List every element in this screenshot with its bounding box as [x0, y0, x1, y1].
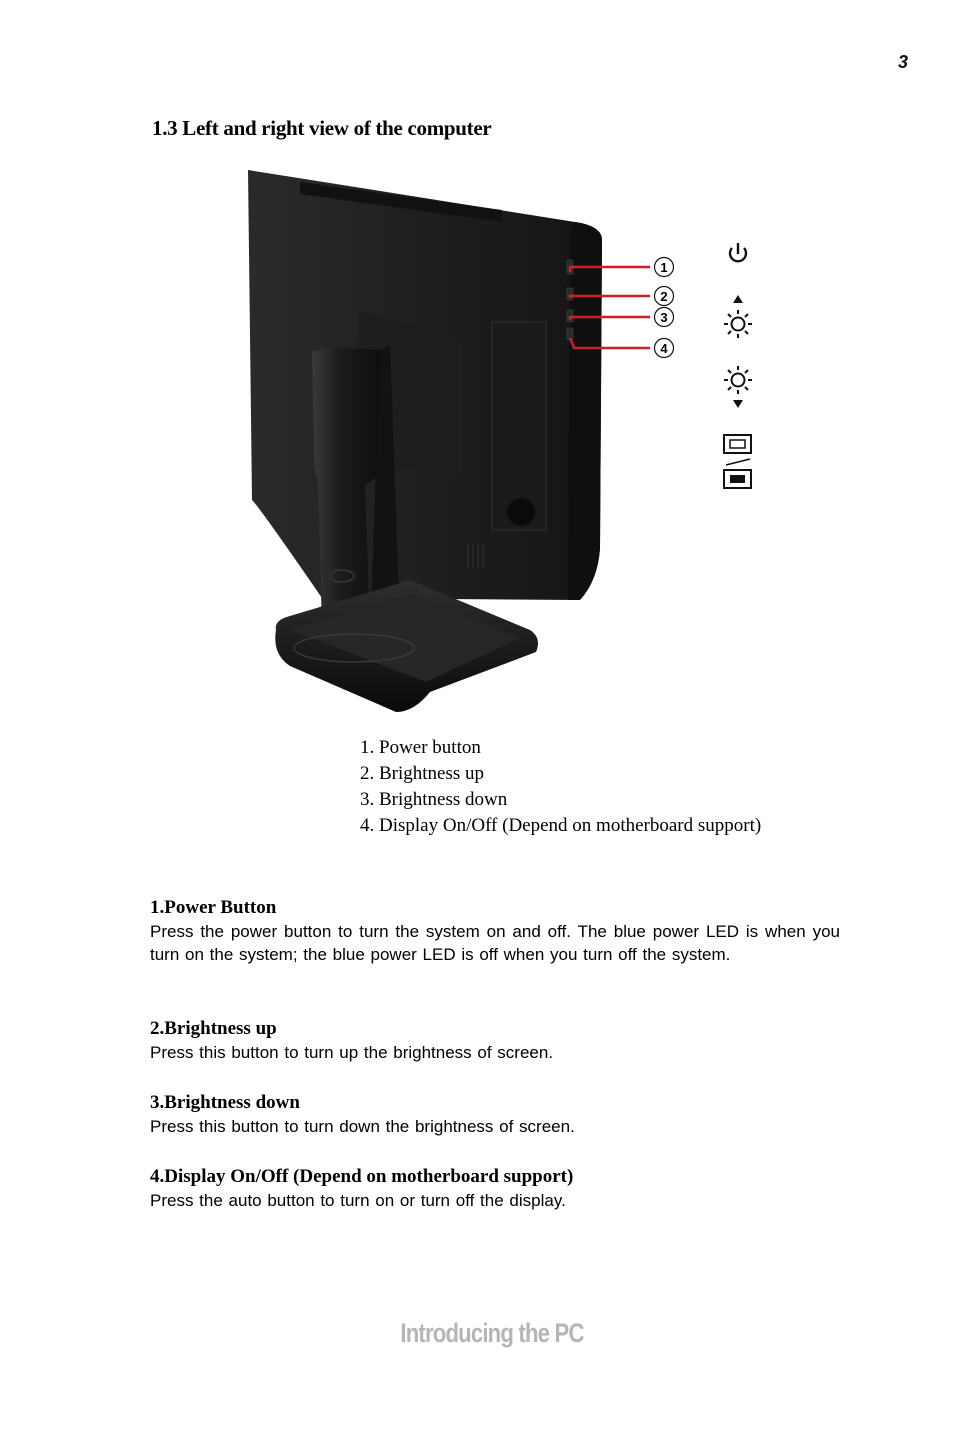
legend-item: 2. Brightness up	[360, 763, 485, 784]
legend-item: 1. Power button	[360, 737, 481, 758]
brightness-down-icon	[724, 366, 752, 408]
description-text: Press the power button to turn the system on and off. The blue power LED is when you turn on the system; the blue power LED is off when you turn off the system.	[150, 922, 840, 964]
callout-2	[655, 287, 674, 306]
chapter-footer-title: Introducing the PC	[400, 1318, 584, 1348]
callout-1	[655, 258, 674, 277]
callout-number: 1	[660, 260, 668, 275]
brightness-up-description	[150, 1017, 840, 1064]
legend-item: 3. Brightness down	[360, 789, 508, 810]
description-text: Press this button to turn down the brightness of screen.	[150, 1117, 575, 1136]
description-text: Press the auto button to turn on or turn off the display.	[150, 1191, 566, 1210]
callout-number: 4	[660, 341, 668, 356]
description-heading: 4.Display On/Off (Depend on motherboard support)	[150, 1166, 574, 1187]
legend-item: 4. Display On/Off (Depend on motherboard support)	[360, 815, 762, 836]
display-toggle-description	[150, 1165, 840, 1212]
power-icon	[730, 243, 746, 261]
brightness-up-icon	[724, 295, 752, 338]
page-number: 3	[897, 52, 908, 72]
description-heading: 1.Power Button	[150, 897, 277, 918]
description-heading: 2.Brightness up	[150, 1018, 277, 1039]
brightness-down-description	[150, 1091, 840, 1138]
callout-number: 3	[660, 310, 668, 325]
display-toggle-icon	[724, 435, 751, 488]
callout-3	[655, 308, 674, 327]
monitor-base	[275, 580, 538, 712]
button-legend	[360, 735, 761, 839]
section-title: 1.3 Left and right view of the computer	[152, 116, 492, 140]
description-heading: 3.Brightness down	[150, 1092, 300, 1113]
callout-number: 2	[660, 289, 668, 304]
callout-4	[655, 339, 674, 358]
description-text: Press this button to turn up the brightness of screen.	[150, 1043, 554, 1062]
monitor-rear-view-figure	[230, 160, 790, 720]
power-button-description	[150, 896, 840, 966]
